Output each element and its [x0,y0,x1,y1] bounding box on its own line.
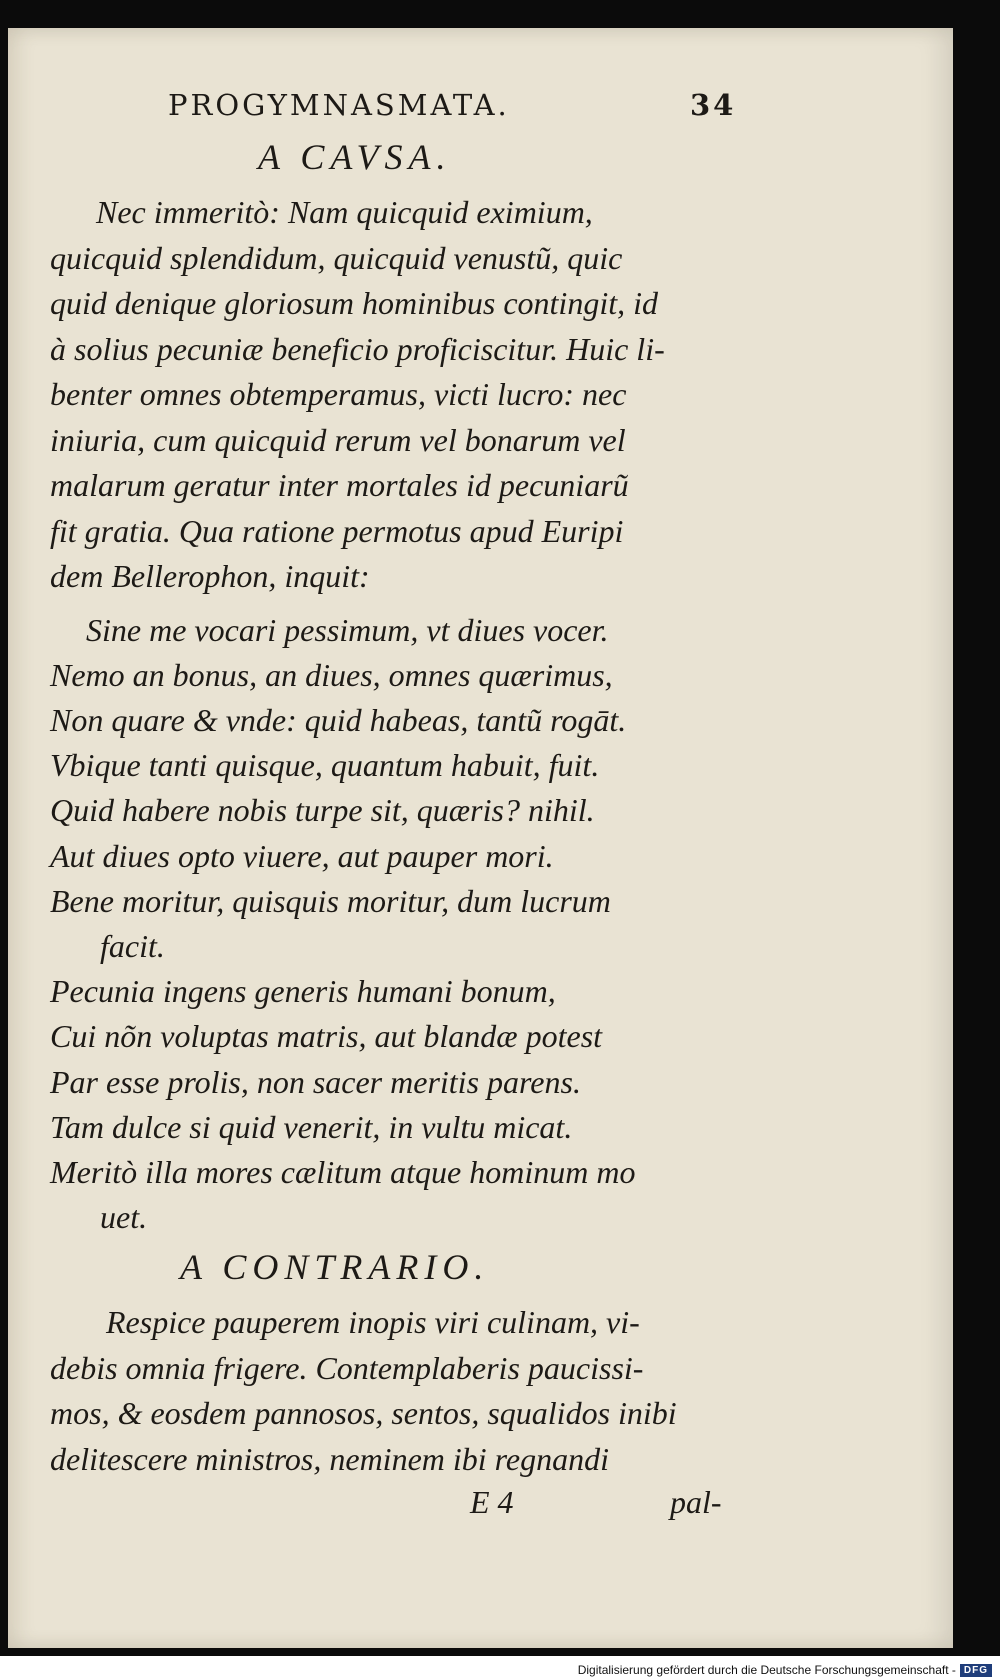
credit-text: Digitalisierung gefördert durch die Deutsche Forschungsgemeinschaft - [577,1663,956,1677]
verse-line: Bene moritur, quisquis moritur, dum lucrum [50,882,611,919]
catchword: pal- [670,1484,722,1521]
prose-line: Respice pauperem inopis viri culinam, vi- [106,1304,640,1341]
verse-line: Cui nõn voluptas matris, aut blandæ potest [50,1018,603,1055]
verse-line: Pecunia ingens generis humani bonum, [50,973,556,1010]
verse-line: Vbique tanti quisque, quantum habuit, fuit. [50,747,600,784]
prose-block-a-causa [50,190,730,600]
prose-line: malarum geratur inter mortales id pecuniarũ [50,467,629,503]
prose-line: benter omnes obtemperamus, victi lucro: nec [50,376,627,412]
verse-line: Sine me vocari pessimum, vt diues vocer. [86,611,609,648]
prose-line: debis omnia frigere. Contemplaberis paucissi- [50,1349,644,1386]
prose-line: mos, & eosdem pannosos, sentos, squalidos inibi [50,1395,677,1432]
prose-line: delitescere ministros, neminem ibi regnandi [50,1440,610,1477]
verse-line: Non quare & vnde: quid habeas, tantũ rogāt. [50,701,627,738]
verse-line: Par esse prolis, non sacer meritis parens. [50,1063,581,1100]
prose-block-a-contrario [50,1300,730,1482]
prose-line: iniuria, cum quicquid rerum vel bonarum vel [50,421,626,458]
dfg-logo: DFG [960,1664,992,1677]
verse-line: Tam dulce si quid venerit, in vultu micat. [50,1108,573,1145]
prose-line: quid denique gloriosum hominibus contingit, id [50,285,658,321]
verse-line: Nemo an bonus, an diues, omnes quærimus, [50,656,613,693]
verse-line: Aut diues opto viuere, aut pauper mori. [50,837,554,874]
prose-line: dem Bellerophon, inquit: [50,558,370,594]
verse-line: uet. [100,1199,148,1236]
verse-line: Meritò illa mores cælitum atque hominum mo [50,1153,636,1190]
signature-mark: E 4 [470,1484,514,1521]
digitization-credit [578,1663,992,1677]
section-heading-a-causa: A CAVSA. [258,137,452,177]
prose-line: à solius pecuniæ beneficio proficiscitur. Huic li- [50,330,665,367]
verse-line: facit. [100,927,165,964]
verse-block [50,608,730,1241]
running-title: PROGYMNASMATA. [168,88,510,122]
page-content [50,88,737,1530]
prose-line: quicquid splendidum, quicquid venustũ, quic [50,239,623,276]
catch-row [50,1484,730,1530]
running-head [50,88,737,132]
section-heading-a-contrario: A CONTRARIO. [180,1247,490,1288]
book-page [8,28,953,1648]
prose-line: Nec immeritò: Nam quicquid eximium, [96,194,593,230]
prose-line: fit gratia. Qua ratione permotus apud Euripi [50,512,624,549]
verse-line: Quid habere nobis turpe sit, quæris? nihil. [50,792,595,829]
page-number: 34 [690,88,737,122]
